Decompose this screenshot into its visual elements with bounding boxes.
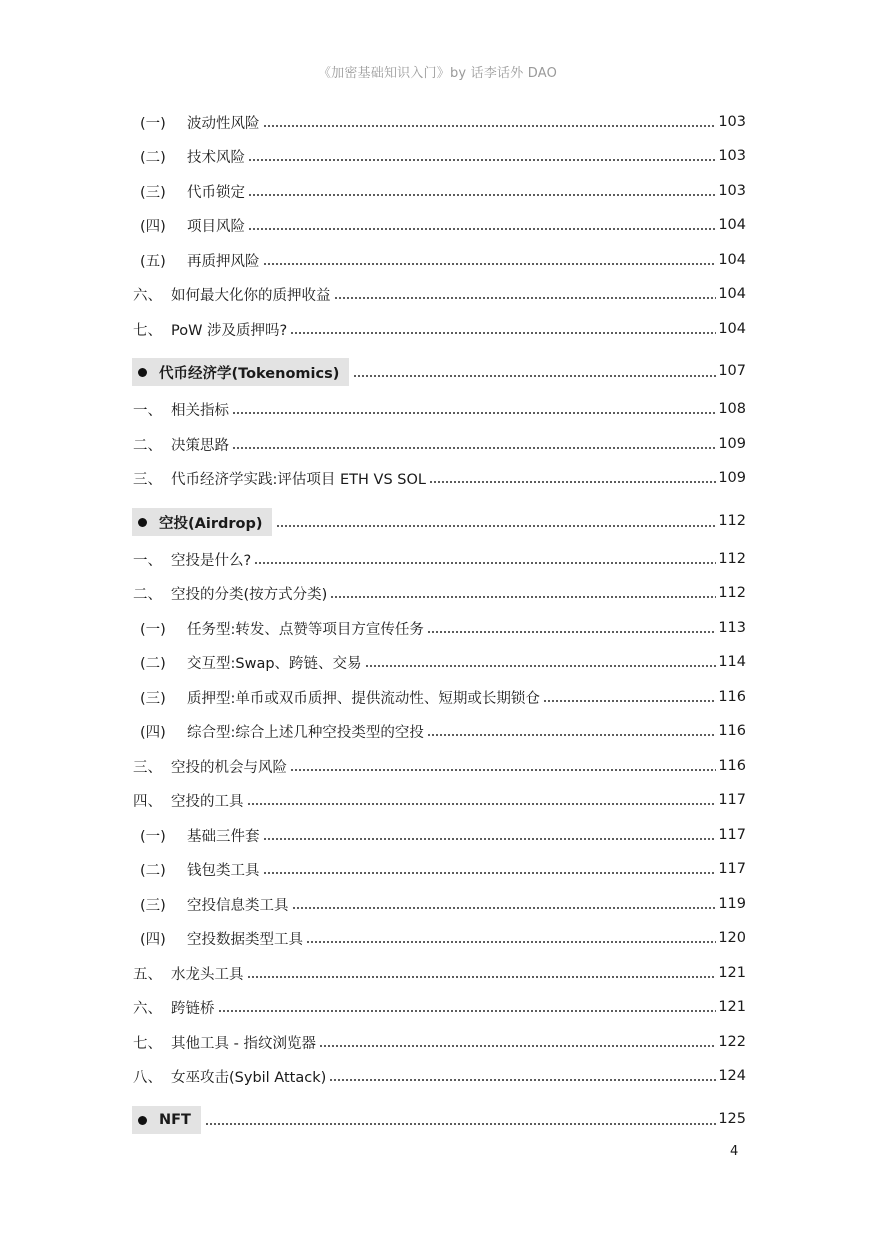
dot-leader (248, 152, 716, 162)
toc-entry-number: 四、 (133, 793, 162, 810)
dot-leader (306, 934, 716, 944)
dot-leader (205, 1116, 716, 1126)
dot-leader (353, 368, 716, 378)
toc-entry-page: 120 (718, 930, 746, 946)
dot-leader (263, 118, 716, 128)
toc-entry-title: 相关指标 (171, 402, 229, 419)
toc-entry-title: PoW 涉及质押吗? (171, 322, 288, 339)
toc-entry-page: 117 (718, 827, 746, 843)
toc-entry[interactable] (0, 617, 875, 639)
toc-entry[interactable] (0, 398, 875, 420)
toc-entry-page: 108 (718, 401, 746, 417)
toc-entry-page: 109 (718, 470, 746, 486)
toc-entry-page: 112 (718, 585, 746, 601)
toc-entry-title: 空投的分类(按方式分类) (171, 586, 328, 603)
toc-entry-number: (四) (140, 724, 166, 741)
toc-entry-number: (二) (140, 655, 166, 672)
toc-entry-number: 八、 (133, 1069, 162, 1086)
toc-entry[interactable] (0, 283, 875, 305)
dot-leader (232, 440, 716, 450)
toc-entry-title: 项目风险 (187, 218, 245, 235)
toc-entry-number: (四) (140, 931, 166, 948)
dot-leader (247, 796, 716, 806)
toc-entry[interactable] (0, 755, 875, 777)
toc-entry-page: 121 (718, 965, 746, 981)
toc-entry-title: 基础三件套 (187, 828, 260, 845)
toc-entry-title: 波动性风险 (187, 115, 260, 132)
toc-entry-title: 决策思路 (171, 437, 229, 454)
toc-entry-title: 任务型:转发、点赞等项目方宣传任务 (187, 621, 424, 638)
toc-entry[interactable] (0, 720, 875, 742)
toc-entry-number: (三) (140, 690, 166, 707)
toc-entry-page: 109 (718, 436, 746, 452)
toc-entry-title: 女巫攻击(Sybil Attack) (171, 1069, 327, 1086)
bullet-icon (138, 518, 147, 527)
toc-entry-number: (一) (140, 828, 166, 845)
toc-entry-page: 116 (718, 758, 746, 774)
toc-entry-page: 103 (718, 183, 746, 199)
dot-leader (263, 256, 716, 266)
toc-entry[interactable] (0, 789, 875, 811)
chapter-heading (132, 508, 272, 536)
toc-entry-title: 空投的机会与风险 (171, 759, 287, 776)
dot-leader (334, 290, 716, 300)
toc-entry-number: 二、 (133, 586, 162, 603)
toc-entry-page: 116 (718, 689, 746, 705)
toc-entry-page: 104 (718, 217, 746, 233)
chapter-heading (132, 358, 349, 386)
dot-leader (292, 900, 716, 910)
toc-entry[interactable] (0, 508, 875, 536)
toc-entry[interactable] (0, 686, 875, 708)
toc-entry-page: 104 (718, 252, 746, 268)
page-header: 《加密基础知识入门》by 话李话外 DAO (317, 66, 558, 81)
toc-entry-number: 五、 (133, 966, 162, 983)
toc-entry[interactable] (0, 582, 875, 604)
toc-entry-page: 122 (718, 1034, 746, 1050)
toc-entry-number: (二) (140, 862, 166, 879)
toc-entry-number: 二、 (133, 437, 162, 454)
toc-entry-page: 103 (718, 148, 746, 164)
dot-leader (247, 969, 716, 979)
chapter-title: 代币经济学(Tokenomics) (159, 365, 340, 382)
toc-entry-title: 水龙头工具 (171, 966, 244, 983)
toc-entry-number: (三) (140, 184, 166, 201)
toc-entry-number: 三、 (133, 759, 162, 776)
toc-entry-title: 跨链桥 (171, 1000, 215, 1017)
toc-entry-page: 112 (718, 551, 746, 567)
toc-entry[interactable] (0, 214, 875, 236)
toc-entry[interactable] (0, 651, 875, 673)
toc-entry[interactable] (0, 962, 875, 984)
toc-entry-page: 103 (718, 114, 746, 130)
toc-entry[interactable] (0, 858, 875, 880)
dot-leader (290, 325, 716, 335)
toc-entry[interactable] (0, 548, 875, 570)
dot-leader (330, 589, 716, 599)
bullet-icon (138, 368, 147, 377)
toc-entry-number: 七、 (133, 1035, 162, 1052)
toc-entry[interactable] (0, 1031, 875, 1053)
toc-entry[interactable] (0, 318, 875, 340)
toc-entry[interactable] (0, 927, 875, 949)
toc-entry[interactable] (0, 111, 875, 133)
toc-entry-title: 交互型:Swap、跨链、交易 (187, 655, 362, 672)
toc-entry-page: 114 (718, 654, 746, 670)
toc-entry[interactable] (0, 1065, 875, 1087)
toc-entry[interactable] (0, 249, 875, 271)
toc-entry-page: 112 (718, 513, 746, 529)
toc-entry[interactable] (0, 467, 875, 489)
toc-entry-title: 技术风险 (187, 149, 245, 166)
dot-leader (319, 1038, 716, 1048)
dot-leader (263, 865, 716, 875)
dot-leader (276, 518, 716, 528)
toc-entry-title: 代币经济学实践:评估项目 ETH VS SOL (171, 471, 426, 488)
dot-leader (248, 187, 716, 197)
dot-leader (329, 1072, 716, 1082)
toc-entry-number: (一) (140, 115, 166, 132)
toc-entry-page: 113 (718, 620, 746, 636)
toc-entry-title: 如何最大化你的质押收益 (171, 287, 331, 304)
toc-entry-title: 代币锁定 (187, 184, 245, 201)
toc-entry-page: 107 (718, 363, 746, 379)
chapter-title: 空投(Airdrop) (159, 515, 263, 532)
toc-entry[interactable] (0, 1106, 875, 1134)
dot-leader (263, 831, 716, 841)
dot-leader (429, 474, 716, 484)
dot-leader (254, 555, 716, 565)
toc-entry[interactable] (0, 145, 875, 167)
toc-entry[interactable] (0, 180, 875, 202)
toc-entry-number: 一、 (133, 402, 162, 419)
dot-leader (427, 624, 716, 634)
toc-entry-page: 119 (718, 896, 746, 912)
toc-entry-number: (二) (140, 149, 166, 166)
dot-leader (218, 1003, 716, 1013)
toc-entry-page: 116 (718, 723, 746, 739)
dot-leader (232, 405, 716, 415)
dot-leader (365, 658, 716, 668)
dot-leader (543, 693, 716, 703)
toc-entry[interactable] (0, 996, 875, 1018)
toc-entry-title: 其他工具 - 指纹浏览器 (171, 1035, 316, 1052)
toc-entry-title: 空投数据类型工具 (187, 931, 303, 948)
page-number: 4 (730, 1144, 739, 1159)
chapter-title: NFT (159, 1112, 191, 1128)
toc-entry-title: 质押型:单币或双币质押、提供流动性、短期或长期锁仓 (187, 690, 540, 707)
toc-entry-page: 104 (718, 321, 746, 337)
chapter-heading (132, 1106, 201, 1134)
toc-entry-page: 125 (718, 1111, 746, 1127)
toc-entry-number: (三) (140, 897, 166, 914)
toc-entry-number: 七、 (133, 322, 162, 339)
toc-entry-page: 121 (718, 999, 746, 1015)
toc-entry-title: 再质押风险 (187, 253, 260, 270)
toc-entry-title: 钱包类工具 (187, 862, 260, 879)
toc-entry-title: 空投信息类工具 (187, 897, 289, 914)
toc-entry[interactable] (0, 893, 875, 915)
toc-entry-page: 117 (718, 792, 746, 808)
dot-leader (290, 762, 716, 772)
toc-entry-number: (五) (140, 253, 166, 270)
toc-entry-number: (一) (140, 621, 166, 638)
toc-entry-title: 空投的工具 (171, 793, 244, 810)
dot-leader (427, 727, 716, 737)
bullet-icon (138, 1116, 147, 1125)
toc-entry-page: 124 (718, 1068, 746, 1084)
toc-entry-title: 空投是什么? (171, 552, 252, 569)
toc-entry-number: 三、 (133, 471, 162, 488)
toc-entry[interactable] (0, 433, 875, 455)
toc-entry-number: (四) (140, 218, 166, 235)
toc-entry-number: 一、 (133, 552, 162, 569)
toc-entry-page: 104 (718, 286, 746, 302)
toc-entry-page: 117 (718, 861, 746, 877)
toc-entry-number: 六、 (133, 1000, 162, 1017)
toc-entry[interactable] (0, 358, 875, 386)
toc-entry-title: 综合型:综合上述几种空投类型的空投 (187, 724, 424, 741)
dot-leader (248, 221, 716, 231)
toc-entry-number: 六、 (133, 287, 162, 304)
toc-entry[interactable] (0, 824, 875, 846)
